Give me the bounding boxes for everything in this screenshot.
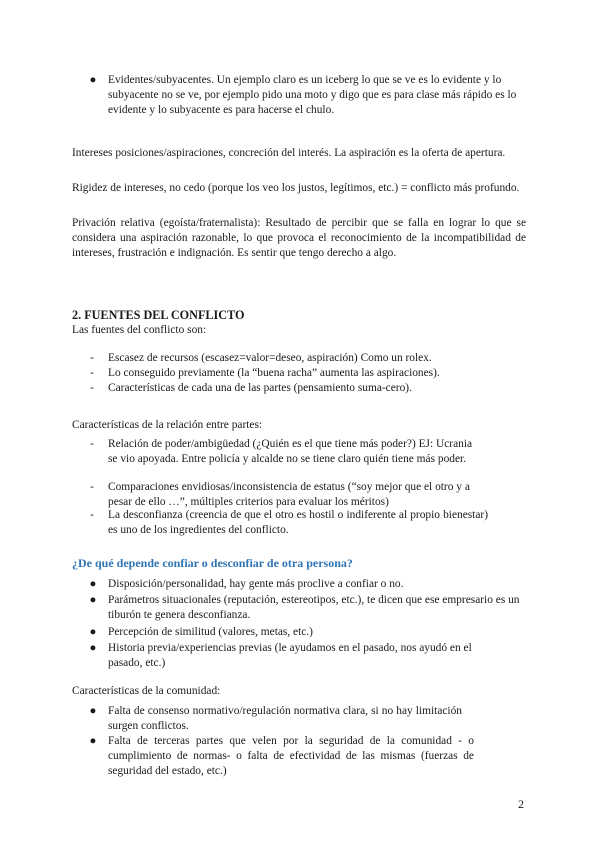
paragraph-rigidez: Rigidez de intereses, no cedo (porque los veo los justos, legítimos, etc.) = conflicto más profundo. (72, 182, 520, 194)
bullet-dot: ● (89, 642, 97, 654)
list-item: Comparaciones envidiosas/inconsistencia de estatus (“soy mejor que el otro y a pesar de ello …”, múltiples criterios para evaluar los méritos) (108, 481, 470, 508)
bullet-dot: ● (89, 74, 97, 86)
bullet-dot: ● (89, 735, 97, 747)
list-item: Lo conseguido previamente (la “buena racha” aumenta las aspiraciones). (108, 367, 440, 379)
list-item: Características de cada una de las partes (pensamiento suma-cero). (108, 382, 412, 394)
dash-marker: - (90, 382, 94, 394)
list-item: Relación de poder/ambigüedad (¿Quién es el que tiene más poder?) EJ: Ucrania se vio apoyada. Entre policía y alcalde no se tiene claro quién tiene más poder. (108, 438, 473, 465)
bullet-dot: ● (89, 626, 97, 638)
dash-marker: - (90, 367, 94, 379)
paragraph-intereses: Intereses posiciones/aspiraciones, concreción del interés. La aspiración es la oferta de apertura. (72, 147, 506, 159)
list-item: La desconfianza (creencia de que el otro es hostil o indiferente al propio bienestar) es uno de los ingredientes del conflicto. (108, 509, 488, 536)
bullet-dot: ● (89, 594, 97, 606)
sources-intro: Las fuentes del conflicto son: (72, 324, 207, 336)
page-number: 2 (518, 797, 524, 811)
bullet-dot: ● (89, 578, 97, 590)
community-intro: Características de la comunidad: (72, 685, 221, 697)
list-item: Falta de terceras partes que velen por la seguridad de la comunidad - o cumplimiento de normas- o falta de efectividad de las mismas (fuerzas de seguridad del estado, etc.) (108, 735, 474, 777)
paragraph-privacion: Privación relativa (egoísta/fraternalista): Resultado de percibir que se falla en lograr lo que se considera una aspiración razonable, lo que provoca el reconocimiento de la incompatibilidad de intereses, frustración e indignación. Es sentir que tengo derecho a algo. (72, 217, 526, 259)
top-bullet-text: Evidentes/subyacentes. Un ejemplo claro es un iceberg lo que se ve es lo evidente y lo subyacente no se ve, por ejemplo pido una moto y digo que es para clase más rápido es lo evidente y lo subyacente es para hacerse el chulo. (108, 74, 517, 116)
bullet-dot: ● (89, 705, 97, 717)
section-heading: 2. FUENTES DEL CONFLICTO (72, 308, 245, 322)
dash-marker: - (90, 352, 94, 364)
list-item: Disposición/personalidad, hay gente más proclive a confiar o no. (108, 578, 404, 590)
list-item: Escasez de recursos (escasez=valor=deseo, aspiración) Como un rolex. (108, 352, 432, 364)
dash-marker: - (90, 509, 94, 521)
list-item: Historia previa/experiencias previas (le ayudamos en el pasado, nos ayudó en el pasado, etc.) (108, 642, 472, 669)
dash-marker: - (90, 481, 94, 493)
trust-question-heading: ¿De qué depende confiar o desconfiar de otra persona? (72, 556, 353, 570)
dash-marker: - (90, 438, 94, 450)
list-item: Percepción de similitud (valores, metas, etc.) (108, 626, 313, 638)
list-item: Parámetros situacionales (reputación, estereotipos, etc.), te dicen que ese empresario es un tiburón te genera desconfianza. (108, 594, 520, 621)
list-item: Falta de consenso normativo/regulación normativa clara, si no hay limitación surgen conflictos. (108, 705, 462, 732)
relation-intro: Características de la relación entre partes: (72, 419, 263, 431)
